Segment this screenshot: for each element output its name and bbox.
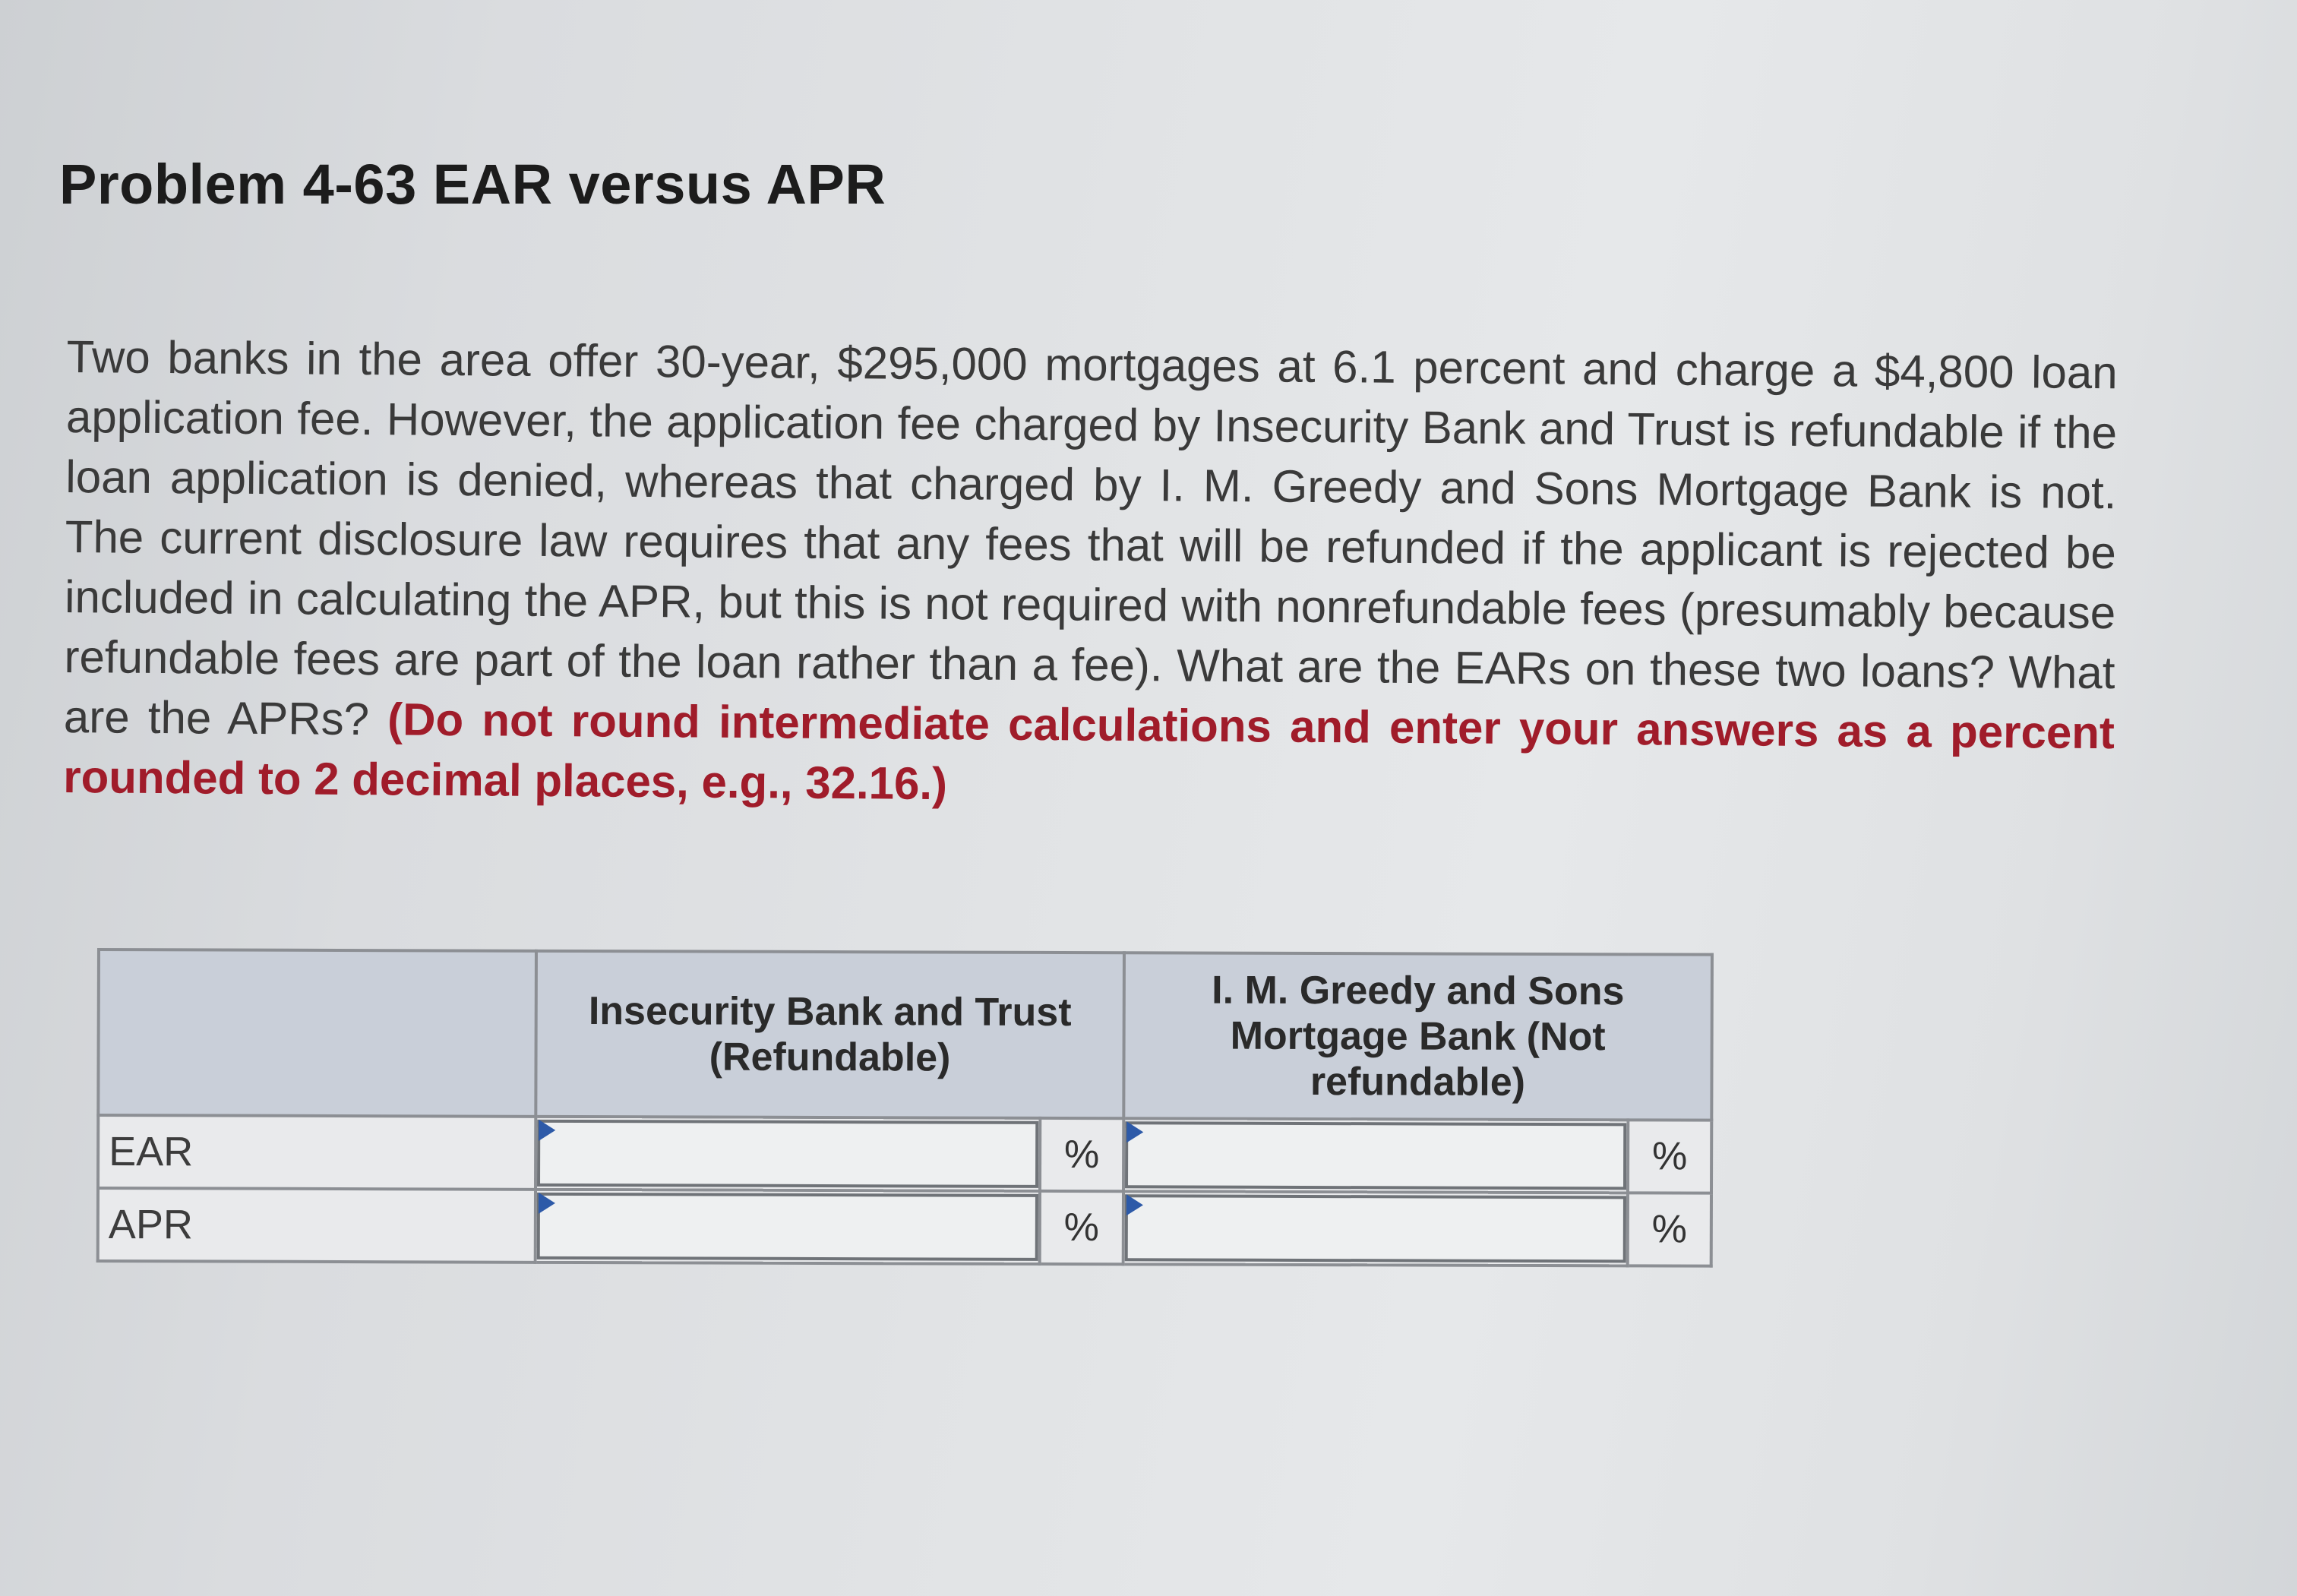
ear-insecurity-cell [536,1117,1040,1191]
ear-greedy-input[interactable] [1125,1121,1626,1190]
percent-unit: % [1040,1118,1123,1191]
percent-unit: % [1040,1191,1123,1264]
problem-statement [63,327,2118,823]
apr-greedy-input[interactable] [1125,1194,1626,1263]
answer-table [96,948,1714,1268]
header-greedy-bank: I. M. Greedy and Sons Mortgage Bank (Not refundable) [1123,953,1712,1120]
ear-greedy-cell [1123,1118,1628,1193]
apr-insecurity-cell [536,1190,1040,1264]
percent-unit: % [1628,1193,1711,1266]
table-row-ear [98,1115,1711,1193]
table-row-apr [98,1188,1711,1266]
header-blank-cell [98,950,536,1117]
problem-body: Two banks in the area offer 30-year, $295,000 mortgages at 6.1 percent and charge a $4,800 loan application fee. However, the application fee charged by Insecurity Bank and Trust is refundable if the loan application is denied, whereas that charged by I. M. Greedy and Sons Mortgage Bank is not. The current disclosure law requires that any fees that will be refunded if the applicant is rejected be included in calculating the APR, but this is not required with nonrefundable fees (presumably because refundable fees are part of the loan rather than a fee). What are the EARs on these two loans? What are the APRs? [63,330,2118,745]
apr-insecurity-input[interactable] [537,1193,1038,1261]
apr-greedy-cell [1123,1191,1628,1266]
problem-instruction: (Do not round intermediate calculations and enter your answers as a percent rounded to 2 decimal places, e.g., 32.16.) [63,694,2115,810]
row-label-ear: EAR [98,1115,536,1190]
percent-unit: % [1628,1120,1711,1193]
problem-title: Problem 4-63 EAR versus APR [59,153,886,216]
row-label-apr: APR [98,1188,536,1263]
table-header-row [98,950,1712,1120]
header-insecurity-bank: Insecurity Bank and Trust (Refundable) [536,951,1124,1118]
ear-insecurity-input[interactable] [537,1120,1038,1188]
